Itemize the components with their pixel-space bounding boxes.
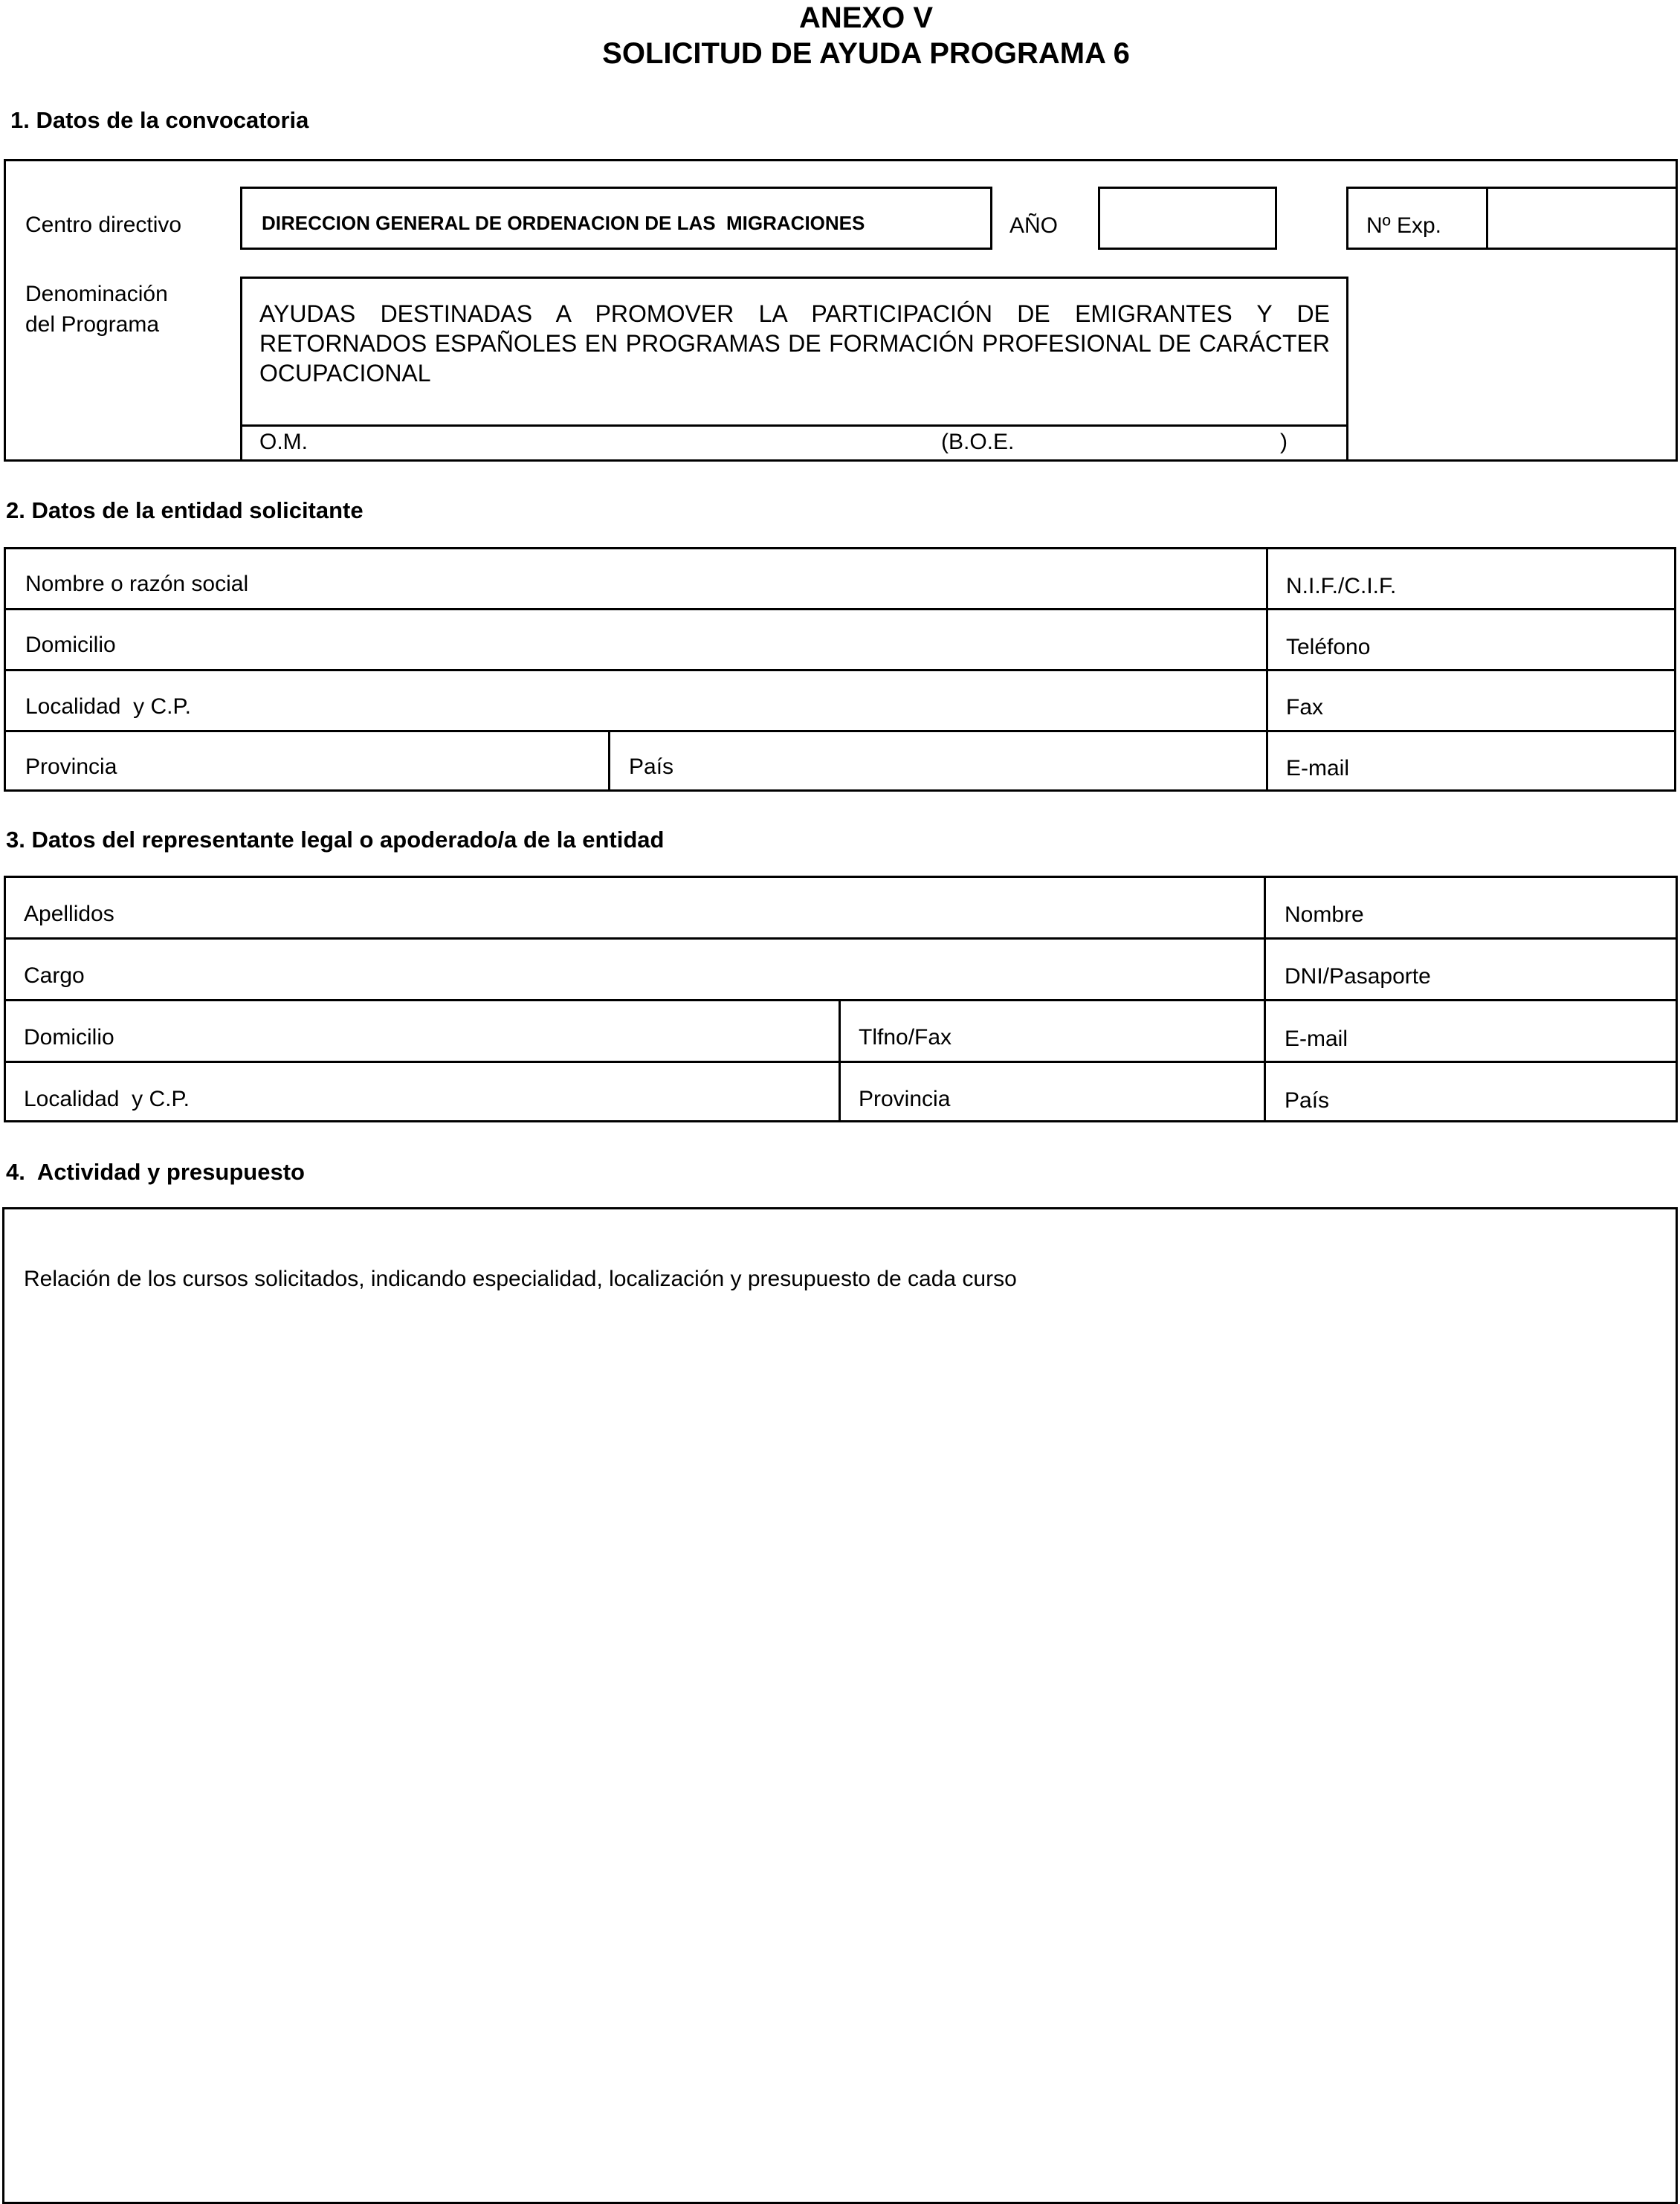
section2-row-line-1 [4, 608, 1676, 610]
entidad-telefono-field[interactable]: Teléfono [1286, 635, 1371, 659]
section3-heading: 3. Datos del representante legal o apoderado/a de la entidad [6, 827, 665, 853]
anio-label: AÑO [1009, 213, 1059, 238]
section3-row-line-1 [4, 937, 1678, 940]
rep-localidad-field[interactable]: Localidad y C.P. [24, 1087, 190, 1111]
relacion-cursos-label: Relación de los cursos solicitados, indicando especialidad, localización y presupuesto de cada curso [24, 1267, 1017, 1291]
rep-pais-field[interactable]: País [1285, 1088, 1330, 1113]
rep-apellidos-field[interactable]: Apellidos [24, 902, 114, 926]
centro-directivo-label: Centro directivo [25, 213, 182, 237]
rep-provincia-field[interactable]: Provincia [859, 1087, 951, 1111]
rep-email-field[interactable]: E-mail [1285, 1027, 1348, 1051]
section2-row-line-3 [4, 730, 1676, 732]
om-divider [240, 424, 1348, 427]
rep-dni-field[interactable]: DNI/Pasaporte [1285, 964, 1431, 989]
denominacion-label-line1: Denominación [25, 282, 168, 306]
section1-heading: 1. Datos de la convocatoria [10, 107, 309, 133]
section3-middle-column-line [839, 999, 841, 1122]
anio-field[interactable] [1098, 187, 1277, 250]
entidad-pais-field[interactable]: País [629, 754, 674, 779]
denominacion-label-line2: del Programa [25, 312, 160, 337]
page-subtitle: SOLICITUD DE AYUDA PROGRAMA 6 [602, 37, 1130, 70]
rep-domicilio-field[interactable]: Domicilio [24, 1025, 114, 1050]
entidad-localidad-field[interactable]: Localidad y C.P. [25, 694, 191, 719]
nexp-label: Nº Exp. [1366, 213, 1441, 238]
rep-nombre-field[interactable]: Nombre [1285, 902, 1364, 927]
nexp-field[interactable] [1488, 189, 1676, 248]
entidad-nombre-field[interactable]: Nombre o razón social [25, 572, 249, 596]
section2-provincia-pais-line [608, 730, 610, 792]
rep-tlfno-field[interactable]: Tlfno/Fax [859, 1025, 952, 1050]
rep-cargo-field[interactable]: Cargo [24, 963, 85, 988]
entidad-domicilio-field[interactable]: Domicilio [25, 633, 116, 657]
page-title: ANEXO V [798, 1, 934, 34]
section3-row-line-3 [4, 1061, 1678, 1063]
entidad-fax-field[interactable]: Fax [1286, 695, 1324, 720]
section2-row-line-2 [4, 669, 1676, 671]
boe-close: ) [1280, 430, 1288, 454]
relacion-cursos-area[interactable] [15, 1308, 1665, 2193]
centro-directivo-value: DIRECCION GENERAL DE ORDENACION DE LAS MIGRACIONES [262, 212, 865, 234]
om-label[interactable]: O.M. [259, 430, 308, 454]
entidad-provincia-field[interactable]: Provincia [25, 754, 117, 779]
entidad-nif-field[interactable]: N.I.F./C.I.F. [1286, 574, 1397, 598]
section2-heading: 2. Datos de la entidad solicitante [6, 497, 364, 523]
section3-right-column-line [1264, 876, 1266, 1122]
section2-right-column-line [1266, 547, 1268, 792]
boe-label[interactable]: (B.O.E. [941, 430, 1015, 454]
section3-row-line-2 [4, 999, 1678, 1001]
programa-text: AYUDAS DESTINADAS A PROMOVER LA PARTICIPACIÓN DE EMIGRANTES Y DE RETORNADOS ESPAÑOLES EN PROGRAMAS DE FORMACIÓN PROFESIONAL DE CARÁCTER OCUPACIONAL [259, 300, 1330, 387]
section4-heading: 4. Actividad y presupuesto [6, 1159, 305, 1185]
entidad-email-field[interactable]: E-mail [1286, 756, 1350, 781]
